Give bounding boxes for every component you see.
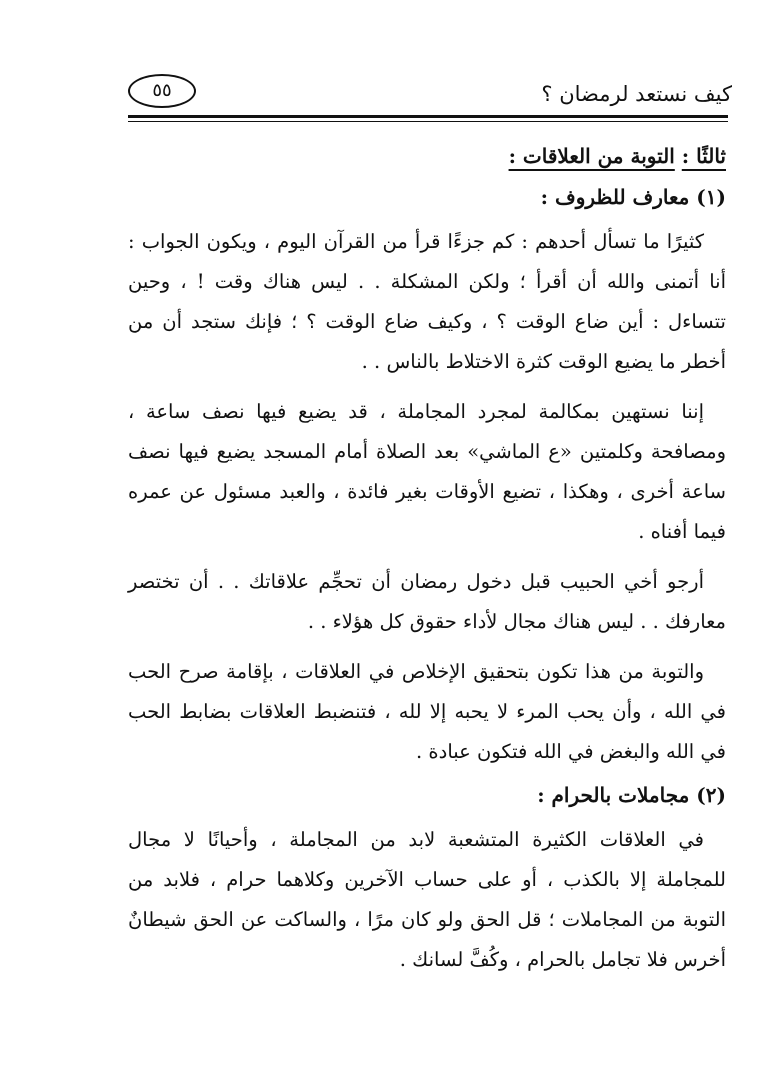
header-rule-thick — [128, 115, 728, 118]
running-title: كيف نستعد لرمضان ؟ — [541, 82, 732, 106]
page-content — [128, 142, 726, 990]
subsection-heading-2: (٢) مجاملات بالحرام : — [537, 783, 726, 807]
paragraph: أرجو أخي الحبيب قبل دخول رمضان أن تحجِّم علاقاتك . . أن تختصر معارفك . . ليس هناك مجال لأداء حقوق كل هؤلاء . . — [128, 570, 726, 633]
section-title-label: ثالثًا : — [681, 144, 726, 168]
paragraph: إننا نستهين بمكالمة لمجرد المجاملة ، قد يضيع فيها نصف ساعة ، ومصافحة وكلمتين «ع الماشي» بعد الصلاة أمام المسجد يضيع فيها نصف ساعة أخرى ، وهكذا ، تضيع الأوقات بغير فائدة ، والعبد مسئول عن عمره فيما أفناه . — [128, 400, 726, 543]
page-number-badge: ٥٥ — [128, 74, 196, 108]
paragraph: والتوبة من هذا تكون بتحقيق الإخلاص في العلاقات ، بإقامة صرح الحب في الله ، وأن يحب المرء لا يحبه إلا لله ، فتنضبط العلاقات بضابط الحب في الله والبغض في الله فتكون عبادة . — [128, 660, 726, 763]
header-rule-thin — [128, 121, 728, 122]
section-title — [128, 142, 726, 170]
section-title-text: التوبة من العلاقات : — [508, 144, 675, 168]
subsection-heading-1: (١) معارف للظروف : — [540, 185, 726, 209]
paragraph: في العلاقات الكثيرة المتشعبة لابد من المجاملة ، وأحيانًا لا مجال للمجاملة إلا بالكذب ، أو على حساب الآخرين وكلاهما حرام ، فلابد من التوبة من المجاملات ؛ قل الحق ولو كان مرًا ، والساكت عن الحق شيطانٌ أخرس فلا تجامل بالحرام ، وكُفَّ لسانك . — [128, 828, 726, 971]
paragraph: كثيرًا ما تسأل أحدهم : كم جزءًا قرأ من القرآن اليوم ، ويكون الجواب : أنا أتمنى والله أن أقرأ ؛ ولكن المشكلة . . ليس هناك وقت ! ، وحين تتساءل : أين ضاع الوقت ؟ ، وكيف ضاع الوقت ؟ ؛ فإنك ستجد أن من أخطر ما يضيع الوقت كثرة الاختلاط بالناس . . — [128, 230, 726, 373]
